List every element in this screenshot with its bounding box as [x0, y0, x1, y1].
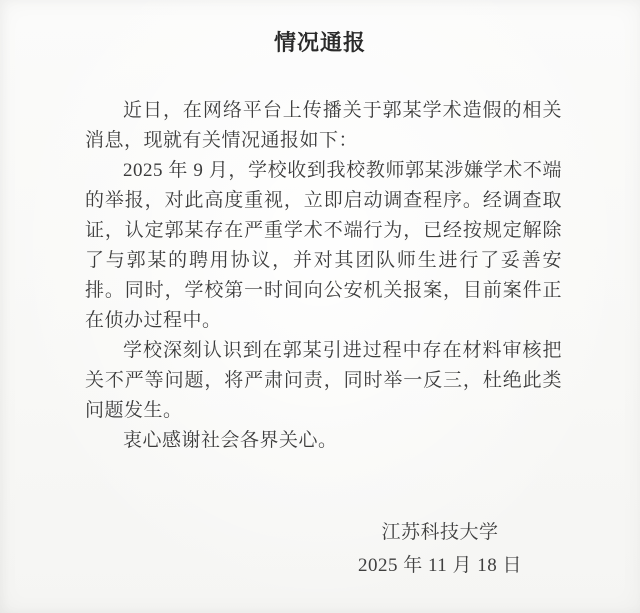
- paragraph-accountability: 学校深刻认识到在郭某引进过程中存在材料审核把关不严等问题，将严肃问责，同时举一反三，杜绝此类问题发生。: [85, 340, 562, 421]
- document-body: [85, 96, 562, 456]
- document-title: 情况通报: [273, 30, 366, 55]
- signature-organization: 江苏科技大学: [381, 522, 499, 543]
- paragraph-intro: 近日，在网络平台上传播关于郭某学术造假的相关消息，现就有关情况通报如下：: [85, 100, 562, 151]
- paragraph-thanks: 衷心感谢社会各界关心。: [123, 430, 338, 451]
- paragraph-investigation: 2025 年 9 月，学校收到我校教师郭某涉嫌学术不端的举报，对此高度重视，立即启动调查程序。经调查取证，认定郭某存在严重学术不端行为，已经按规定解除了与郭某的聘用协议，并对其团队师生进行了妥善安排。同时，学校第一时间向公安机关报案，目前案件正在侦办过程中。: [85, 160, 562, 331]
- signature-date: 2025 年 11 月 18 日: [357, 555, 522, 576]
- signature-block: [358, 516, 522, 582]
